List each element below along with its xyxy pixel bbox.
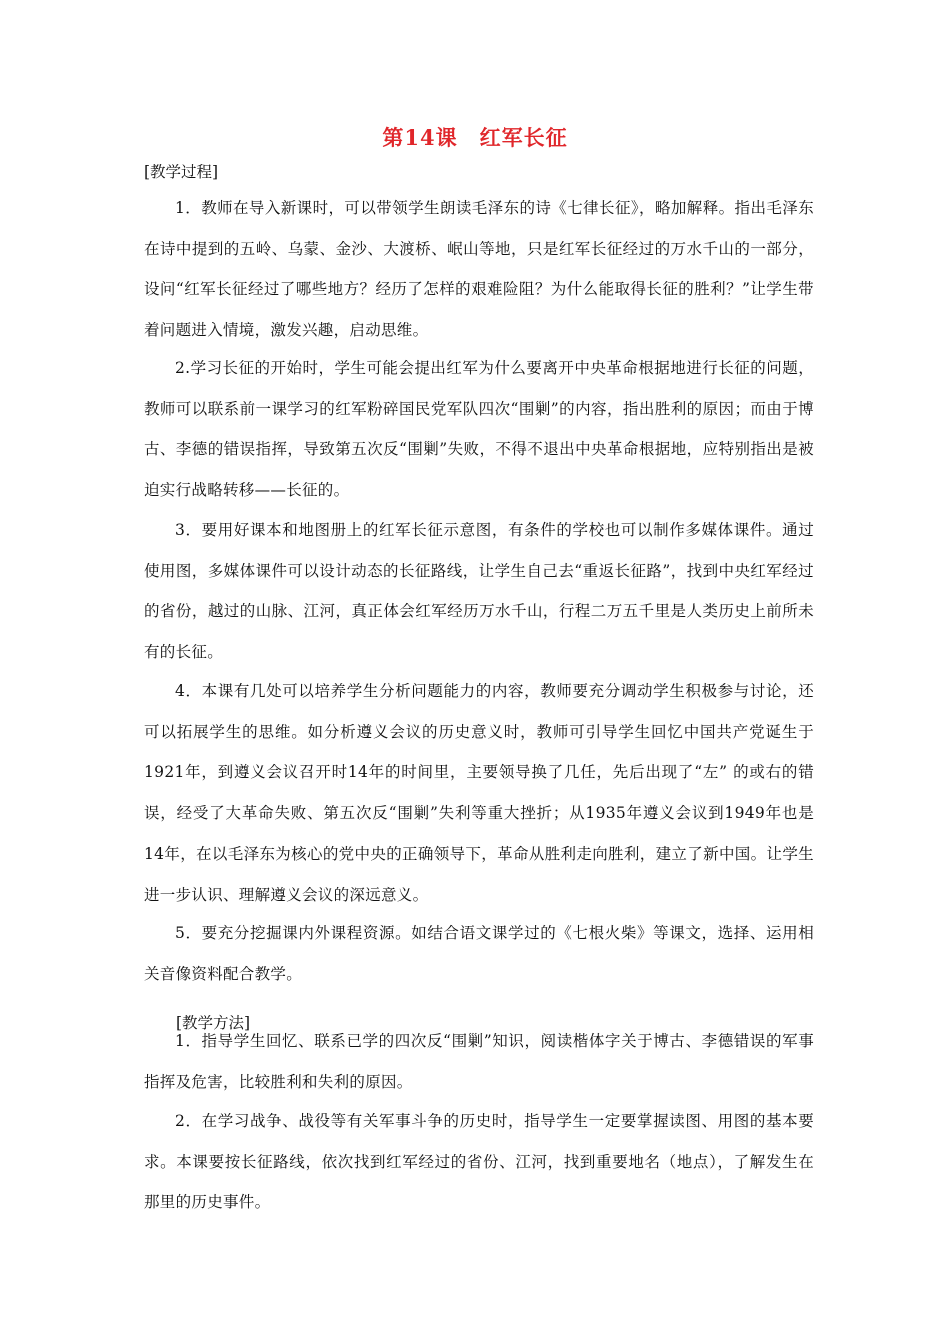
process-paragraph-2: 2.学习长征的开始时，学生可能会提出红军为什么要离开中央革命根据地进行长征的问题，教师可以联系前一课学习的红军粉碎国民党军队四次“围剿”的内容，指出胜利的原因；而由于博古、李德的错误指挥，导致第五次反“围剿”失败，不得不退出中央革命根据地，应特别指出是被迫实行战略转移——长征的。 xyxy=(144,359,814,500)
process-paragraph-4: 4．本课有几处可以培养学生分析问题能力的内容，教师要充分调动学生积极参与讨论，还可以拓展学生的思维。如分析遵义会议的历史意义时，教师可引导学生回忆中国共产党诞生于1921年，到遵义会议召开时14年的时间里，主要领导换了几任，先后出现了“左” 的或右的错误，经受了大革命失败、第五次反“围剿”失利等重大挫折；从1935年遵义会议到1949年也是14年，在以毛泽东为核心的党中央的正确领导下，革命从胜利走向胜利，建立了新中国。让学生进一步认识、理解遵义会议的深远意义。 xyxy=(144,682,814,904)
process-paragraph-1: 1．教师在导入新课时，可以带领学生朗读毛泽东的诗《七律长征》，略加解释。指出毛泽东在诗中提到的五岭、乌蒙、金沙、大渡桥、岷山等地，只是红军长征经过的万水千山的一部分，设问“红军长征经过了哪些地方？经历了怎样的艰难险阻？为什么能取得长征的胜利？”让学生带着问题进入情境，激发兴趣，启动思维。 xyxy=(144,199,814,340)
method-paragraph-1: 1．指导学生回忆、联系已学的四次反“围剿”知识，阅读楷体字关于博古、李德错误的军事指挥及危害，比较胜利和失利的原因。 xyxy=(144,1032,814,1091)
process-paragraph-5: 5．要充分挖掘课内外课程资源。如结合语文课学过的《七根火柴》等课文，选择、运用相关音像资料配合教学。 xyxy=(144,924,814,983)
section-label-teaching-process: [教学过程] xyxy=(144,163,219,181)
process-paragraph-3: 3．要用好课本和地图册上的红军长征示意图，有条件的学校也可以制作多媒体课件。通过使用图，多媒体课件可以设计动态的长征路线，让学生自己去“重返长征路”，找到中央红军经过的省份，越过的山脉、江河，真正体会红军经历万水千山，行程二万五千里是人类历史上前所未有的长征。 xyxy=(144,521,814,662)
page-title: 第14课 红军长征 xyxy=(382,125,568,150)
method-paragraph-2: 2．在学习战争、战役等有关军事斗争的历史时，指导学生一定要掌握读图、用图的基本要求。本课要按长征路线，依次找到红军经过的省份、江河，找到重要地名（地点），了解发生在那里的历史事件。 xyxy=(144,1112,814,1212)
section-label-teaching-method: [教学方法] xyxy=(176,1014,251,1032)
